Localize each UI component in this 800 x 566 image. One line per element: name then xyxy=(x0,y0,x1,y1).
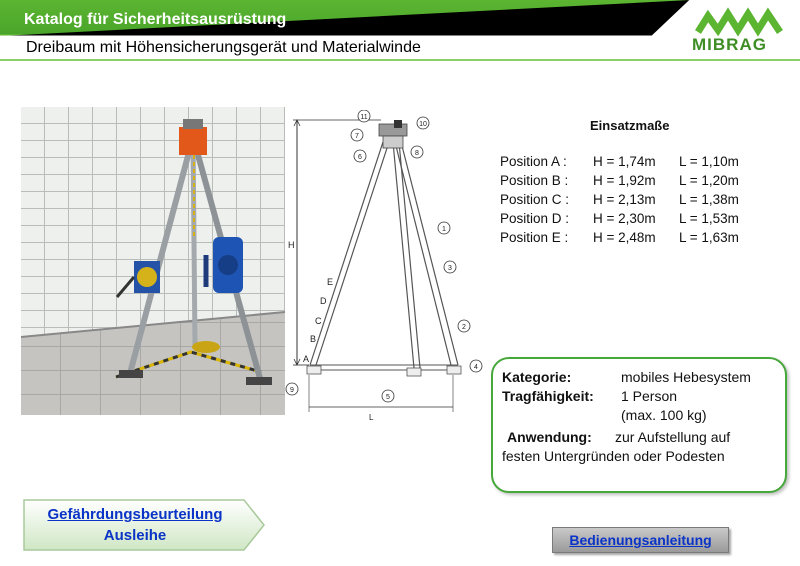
anwendung-value: zur Aufstellung auf xyxy=(615,429,731,445)
tragfaehigkeit-note: (max. 100 kg) xyxy=(621,407,707,423)
callout-5: 5 xyxy=(386,394,390,401)
dimension-position: Position A : xyxy=(500,154,567,169)
dimensions-list xyxy=(500,152,739,247)
dimension-row-e xyxy=(500,228,739,247)
anwendung-value-line2: festen Untergründen oder Podesten xyxy=(502,448,725,464)
dimension-height: H = 1,92m xyxy=(593,173,656,188)
tripod-diagram xyxy=(283,110,493,428)
kategorie-value: mobiles Hebesystem xyxy=(621,369,751,385)
tripod-legs xyxy=(310,142,458,370)
position-letter-e: E xyxy=(327,277,334,287)
tripod-photo-image xyxy=(21,107,285,415)
part-callouts xyxy=(286,110,482,402)
dimension-row-a xyxy=(500,152,739,171)
dimension-position: Position C : xyxy=(500,192,570,207)
ausleihe-link[interactable]: Ausleihe xyxy=(103,527,167,544)
callout-1: 1 xyxy=(442,226,446,233)
callout-2: 2 xyxy=(462,324,466,331)
dimension-length: L = 1,38m xyxy=(679,192,739,207)
callout-9: 9 xyxy=(290,387,294,394)
position-letter-a: A xyxy=(303,354,310,364)
height-dimension-line xyxy=(293,120,381,365)
dimension-length: L = 1,63m xyxy=(679,230,739,245)
tragfaehigkeit-value: 1 Person xyxy=(621,388,678,404)
kategorie-label: Kategorie: xyxy=(502,369,572,385)
dimension-height: H = 2,30m xyxy=(593,211,656,226)
page-title: Katalog für Sicherheitsausrüstung xyxy=(24,11,287,28)
info-box xyxy=(491,357,787,493)
callout-7: 7 xyxy=(355,133,359,140)
tragfaehigkeit-label: Tragfähigkeit: xyxy=(502,388,594,404)
dimension-height: H = 2,13m xyxy=(593,192,656,207)
dimension-length: L = 1,20m xyxy=(679,173,739,188)
dimension-length: L = 1,10m xyxy=(679,154,739,169)
tripod-head xyxy=(379,120,407,148)
dimension-height: H = 2,48m xyxy=(593,230,656,245)
dimension-height: H = 1,74m xyxy=(593,154,656,169)
position-letter-d: D xyxy=(320,296,327,306)
callout-4: 4 xyxy=(474,364,478,371)
dimension-length: L = 1,53m xyxy=(679,211,739,226)
dimensions-title: Einsatzmaße xyxy=(590,118,670,133)
logo-text: MIBRAG xyxy=(692,35,767,54)
foot-middle xyxy=(407,368,421,376)
gefaehrdungsbeurteilung-link[interactable]: Gefährdungsbeurteilung xyxy=(47,506,223,523)
dimension-position: Position D : xyxy=(500,211,570,226)
bedienungsanleitung-button[interactable]: Bedienungsanleitung xyxy=(552,527,729,553)
dimension-row-d xyxy=(500,209,739,228)
anwendung-label: Anwendung: xyxy=(507,429,592,445)
length-label: L xyxy=(369,413,374,422)
page-subtitle: Dreibaum mit Höhensicherungsgerät und Materialwinde xyxy=(26,39,421,56)
callout-10: 10 xyxy=(419,121,427,128)
tripod-photo xyxy=(21,107,285,415)
dimension-position: Position E : xyxy=(500,230,569,245)
callout-6: 6 xyxy=(358,154,362,161)
foot-left xyxy=(307,366,321,374)
dimension-row-b xyxy=(500,171,739,190)
callout-8: 8 xyxy=(415,150,419,157)
height-label: H xyxy=(288,240,295,250)
position-letter-c: C xyxy=(315,316,322,326)
foot-right xyxy=(447,366,461,374)
header-bar xyxy=(0,0,800,62)
position-letter-b: B xyxy=(310,334,317,344)
dimension-row-c xyxy=(500,190,739,209)
length-dimension-line xyxy=(309,375,453,412)
dimension-position: Position B : xyxy=(500,173,569,188)
callout-11: 11 xyxy=(360,114,368,121)
callout-3: 3 xyxy=(448,265,452,272)
